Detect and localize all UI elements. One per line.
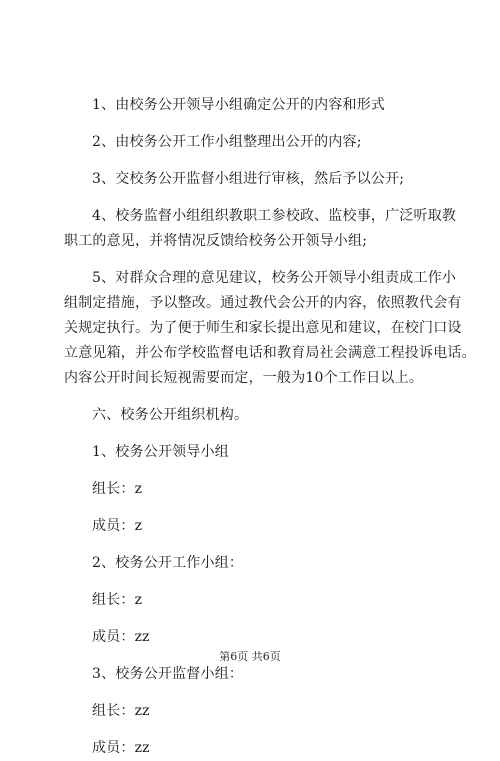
step-5-line-5: 内容公开时间长短视需要而定，一般为10个工作日以上。 [64,370,424,386]
working-group-leader: 组长：z [92,592,143,608]
leadership-group-heading: 1、校务公开领导小组 [92,444,229,460]
step-4-line-2: 职工的意见，并将情况反馈给校务公开领导小组; [64,233,368,249]
supervision-group-heading: 3、校务公开监督小组： [92,666,244,682]
leadership-group-members: 成员：z [92,518,143,534]
step-3-line: 3、交校务公开监督小组进行审核，然后予以公开; [92,171,405,187]
working-group-heading: 2、校务公开工作小组： [92,555,244,571]
section-six-heading: 六、校务公开组织机构。 [92,407,249,423]
working-group-members: 成员：zz [92,629,150,645]
step-2-line: 2、由校务公开工作小组整理出公开的内容; [92,134,362,150]
step-5-line-3: 关规定执行。为了便于师生和家长提出意见和建议，在校门口设 [64,320,462,336]
step-5-continuation [64,291,476,391]
step-4-continuation [64,229,444,254]
page-footer: 第6页 共6页 [219,650,281,663]
step-5-line-4: 立意见箱，并公布学校监督电话和教育局社会满意工程投诉电话。 [64,345,476,361]
step-4-line-1: 4、校务监督小组组织教职工参校政、监校事，广泛听取教 [92,208,457,224]
leadership-group-leader: 组长：z [92,481,143,497]
supervision-group-leader: 组长：zz [92,703,150,719]
step-5-line-2: 组制定措施，予以整改。通过教代会公开的内容，依照教代会有 [64,295,462,311]
step-5-line-1: 5、对群众合理的意见建议，校务公开领导小组责成工作小 [92,270,457,286]
step-1-line: 1、由校务公开领导小组确定公开的内容和形式 [92,97,386,113]
supervision-group-members: 成员：zz [92,740,150,756]
